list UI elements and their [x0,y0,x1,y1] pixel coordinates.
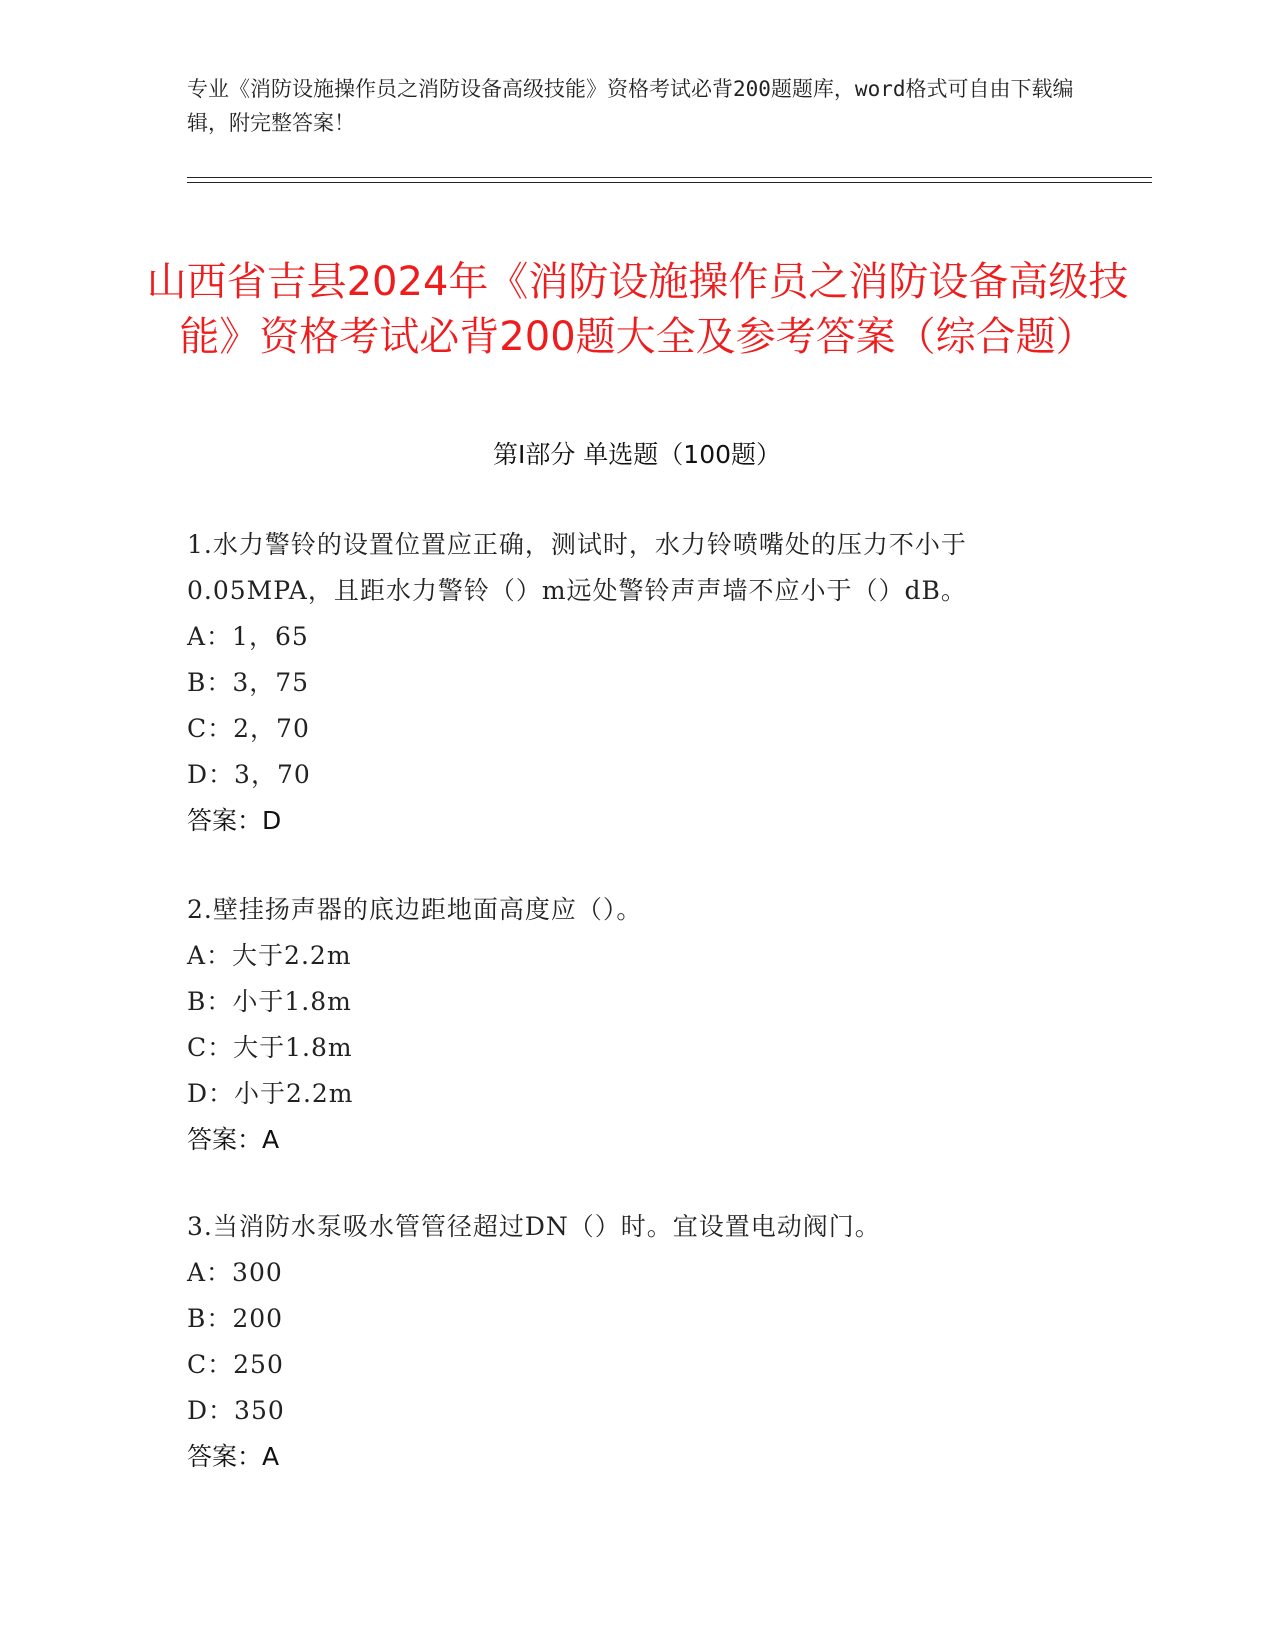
header-rule-bottom [187,182,1152,183]
option-a: A：1，65 [187,622,309,651]
option-a: A：大于2.2m [187,941,352,970]
document-title: 山西省吉县2024年《消防设施操作员之消防设备高级技能》资格考试必背200题大全及参考答案（综合题） [146,258,1129,360]
option-d: D：3，70 [187,760,311,789]
option-b: B：200 [187,1304,284,1333]
option-c: C：大于1.8m [187,1033,353,1062]
header-rule-top [187,177,1152,178]
section-title: 第I部分 单选题（100题） [492,440,782,469]
option-c: C：250 [187,1350,284,1379]
option-d: D：350 [187,1396,285,1425]
question-stem: 2.壁挂扬声器的底边距地面高度应（）。 [187,895,643,924]
question-answer: 答案：A [187,1442,280,1471]
option-d: D：小于2.2m [187,1079,354,1108]
question-1 [187,522,1087,844]
option-b: B：小于1.8m [187,987,352,1016]
option-c: C：2，70 [187,714,310,743]
header-note: 专业《消防设施操作员之消防设备高级技能》资格考试必背200题题库，word格式可自由下载编辑，附完整答案！ [187,77,1074,135]
question-2 [187,887,1087,1163]
question-3 [187,1204,1087,1480]
question-answer: 答案：A [187,1125,280,1154]
option-b: B：3，75 [187,668,310,697]
question-stem: 3.当消防水泵吸水管管径超过DN（）时。宜设置电动阀门。 [187,1212,881,1241]
question-answer: 答案：D [187,806,282,835]
option-a: A：300 [187,1258,283,1287]
question-stem: 1.水力警铃的设置位置应正确，测试时，水力铃喷嘴处的压力不小于0.05MPA，且距水力警铃（）m远处警铃声声墙不应小于（）dB。 [187,530,967,605]
